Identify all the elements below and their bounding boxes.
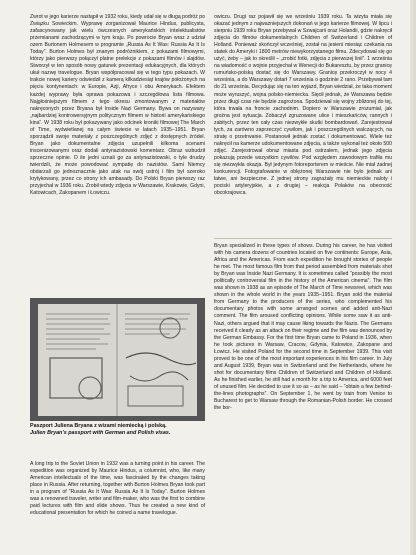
figure-caption xyxy=(30,423,208,438)
english-text-right-column xyxy=(214,243,392,412)
polish-text-right-column xyxy=(214,14,392,197)
passport-photo xyxy=(30,298,205,421)
polish-paragraph: owiczu. Drugi raz pojawił się we wrześniu 1939 roku. Ta wizyta miała się okazać jednym z najważniejszych dokonań w jego karierze filmowej. W lipcu i sierpniu 1939 roku Bryan przebywał w Szwajcarii oraz Holandii, gdzie nakręcił zdjęcia do filmów dokumentalnych Children of Switzerland i Children of Holland. Ponieważ skończył wcześniej, został na jesieni miesiąc czekania na statek do Ameryki i 1800 metrów niewykorzystanego filmu. Zdecydował się go użyć, żeby – jak to określił – „zrobić fotki, zdjęcia z pierwszej linii”. 1 września na wiadomość o wojnie przyjechał w Wenecji do Bukaresztu, by przez granicę rumuńsko-polską dostać się do Warszawy. Granicę przekroczył w nocy 4 września, a do Warszawy dotarł 7 września o godzinie 2 rano. Przebywał tam do 21 września. Decydując się na ten wyjazd, Bryan wiedział, że taka moment może wyruszyć, wojna polsko-niemiecka. Sięcił jednak, że Warszawa będzie przez długi czas nie będzie zagrożona. Spodziewał się wojny zbliżonej do tej, która trwała na froncie zachodnim. Dopiero w Warszawie zrozumiał, jak groźna jest sytuacja. Zobaczył zgruzowane ulice i mieszkańców, rannych i zabitych, przez ten cały czas niezwykłe skutki bombardowań. Zarejestrował tych, za zarówno zaprzeczyć cywilom, jak i poszczególnych walczących, na stratę o przetrwanie. Postanowił jednak zostać i dokumentować. Wiele też nakręcił na kamerze udokumentowane zdjęcia, a także wykonał też około 500 zdjęć. Zarejestrował obraz miasta pod ostrzałem, jednak jego zdjęcia pokazują przede wszystkim cywilów. Pod względem zawodowym trafiła mu się niezwykła okazja. Był jedynym fotoreporterem w mieście. Nie miał żadnej konkurencji. Fotografowanie w oblężonej Warszawie nie było jednak ani łatwe, ani bezpieczne. Z jednej strony zagrażały mu niemieckie naloty i pociski artyleryjskie, a z drugiej – reakcja Polaków na obecność obcokrajowca. xyxy=(214,14,392,197)
polish-text-left-column xyxy=(30,14,205,197)
polish-paragraph: Zwrot w jego karierze nastąpił w 1932 roku, kiedy udał się w długą podróż po Związku Sowieckim. Wyprawę zorganizował Maurice Hindus, publicysta, zafascynowany jak wielu ówczesnych amerykańskich intelektualistów przemianami zachodzącymi w tym kraju. Po powrocie Bryan wraz z udział ozem Burtonem Holmesem w programie „Russia As It Was: Russia As It Is Today”. Burton Holmes był znanym podróżnikiem, z pokazami filmowymi, którzy jako pierwszy połączył platne prelekcje z pokazami filmów i slajdów. Stworzył w ten sposób nowy gatunek prezentacji edukacyjnych, dla których ukuł nazwę travelogue. Bryan współpracował się w tego typu pokazach. W trakcie nowej kariery odwiedził z kamerą kilkadziesiąt krajów położonych na pięciu kontynentach: w Europie, Azji, Afryce i obu Amerykach. Efektem każdej wyprawy była oprawa pokazowa i szczegółowa lista filmowa. Najgłośniejszym filmem z tego okresu zmontowanym z materiałów nakręconych przez Bryana był Inside Nazi Germany. Bywa on nazywany „najbardziej kontrowersyjnym politycznym filmem w historii amerykańskiego kina”. W 1938 roku był pokazywany jako odcinek kroniki filmowej The March of Time, wyświetlanej na całym świecie w latach 1935–1951. Bryan sporządził swoje materiały z poszczególnych zdjęć z dostępnych źródeł. Bryan jako dokumentalne zdjęcia uzupełnili kilkoma scenami inscenizowanymi oraz dodali antynazistowski komentarz. Obraz wzbudził sprzeczne opinie. O ile jedni uznali go za antynazistowski, o tyle drudzy twierdzili, że może powodować sympatię do nazistów. Sami Niemcy obdarzali go jednoznacznie jako atak na swój ustrój i film był szeroko krytykowany, przez co strony ich ambasady. Do Polski Bryan pierwszy raz przyjechał w 1936 roku. Zrobił wtedy zdjęcia w Warszawie, Krakowie, Gdyni, Katowicach, Zakopanem i Łowiczu. xyxy=(30,14,205,197)
passport-visa-image xyxy=(30,298,205,421)
section-divider xyxy=(214,238,392,239)
page-edge xyxy=(410,0,416,555)
english-paragraph: A long trip to the Soviet Union in 1932 was a turning point in his career. The expedition was organized by Maurice Hindus, a columnist, who, like many American intellectuals of the time, was fascinated by the changes taking place in Russia. After returning, together with Burton Holmes Bryan took part in a program of “Russia As It Was: Russia As It Is Today”. Burton Holmes was a renowned traveler, writer and film-maker, who was the first to combine paid lectures with film and slide shows. Thus he created a new kind of educational presentation for which he coined a name travelogue. xyxy=(30,461,205,517)
english-paragraph: Bryan specialized in these types of shows. During his career, he has visited with his camera dozens of countries located on five continents: Europe, Asia, Africa and the Americas. From each expedition he brought stories of people he met. The most famous film from that period assembled from materials shot by Bryan was Inside Nazi Germany. It is sometimes called “possibly the most politically controversial film in the history of the American cinema”. The film was shown in 1938 as an episode of The March of Time newsreel, which was shown in the whole world in the years 1935–1951. Bryan sold the material from Germany to the producers of the series, who complemented his documentary photos with some arranged scenes and added anti-Nazi comment. The film aroused conflicting opinions. While some saw it as anti-Nazi, others argued that it may cause liking towards the Nazis. The Germans received it clearly as an attack on their regime and the film was denounced by the German Embassy. For the first time Bryan came to Poland in 1936, when he took pictures in Warsaw, Cracow, Gdynia, Katowice, Zakopane and Łowicz. He visited Poland for the second time in September 1939. This visit proved to be one of the most important experiences in his film career. In July and August 1939, Bryan was in Switzerland and the Netherlands, where he shot for documentary films Children of Switzerland and Children of Holland. As he finished earlier, he still had a month for a trip to America, and 6000 feet of unused film. He decided to use it so as – as he said – “obtain a few behind-the-lines photographs”. On September 1, he went by train from Venice to Bucharest to get to Warsaw through the Romanian-Polish border. He crossed the bor- xyxy=(214,243,392,412)
caption-polish: Paszport Juliena Bryana z wizami niemiecką i polską. xyxy=(30,423,167,429)
english-text-left-column xyxy=(30,461,205,517)
caption-english: Julien Bryan’s passport with German and Polish visas. xyxy=(30,430,171,437)
